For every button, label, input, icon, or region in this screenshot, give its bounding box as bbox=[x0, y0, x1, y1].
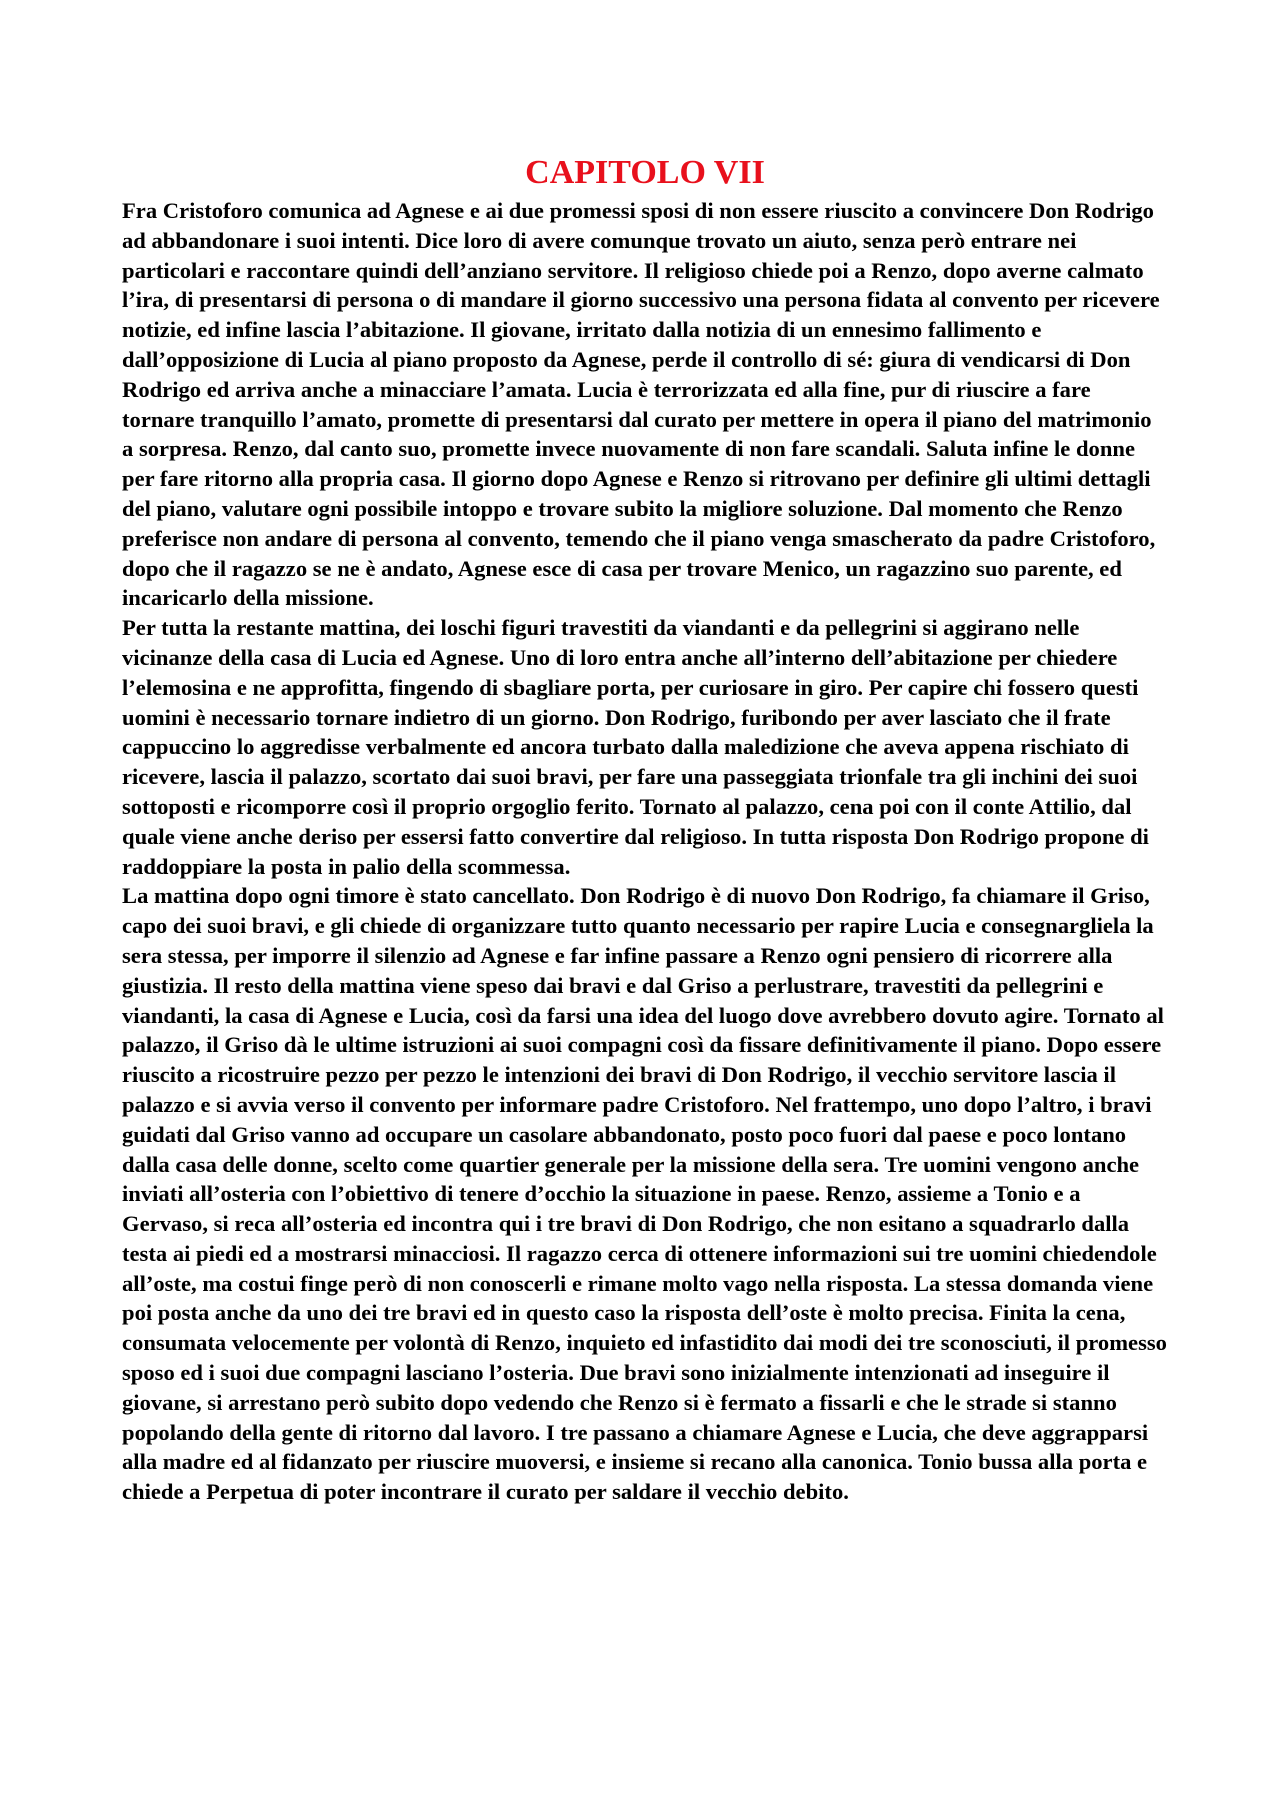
paragraph-3: La mattina dopo ogni timore è stato cancellato. Don Rodrigo è di nuovo Don Rodrigo, fa chiamare il Griso, capo dei suoi bravi, e gli chiede di organizzare tutto quanto necessario per rapire Lucia e consegnargliela la sera stessa, per imporre il silenzio ad Agnese e far infine passare a Renzo ogni pensiero di ricorrere alla giustizia. Il resto della mattina viene speso dai bravi e dal Griso a perlustrare, travestiti da pellegrini e viandanti, la casa di Agnese e Lucia, così da farsi una idea del luogo dove avrebbero dovuto agire. Tornato al palazzo, il Griso dà le ultime istruzioni ai suoi compagni così da fissare definitivamente il piano. Dopo essere riuscito a ricostruire pezzo per pezzo le intenzioni dei bravi di Don Rodrigo, il vecchio servitore lascia il palazzo e si avvia verso il convento per informare padre Cristoforo. Nel frattempo, uno dopo l’altro, i bravi guidati dal Griso vanno ad occupare un casolare abbandonato, posto poco fuori dal paese e poco lontano dalla casa delle donne, scelto come quartier generale per la missione della sera. Tre uomini vengono anche inviati all’osteria con l’obiettivo di tenere d’occhio la situazione in paese. Renzo, assieme a Tonio e a Gervaso, si reca all’osteria ed incontra qui i tre bravi di Don Rodrigo, che non esitano a squadrarlo dalla testa ai piedi ed a mostrarsi minacciosi. Il ragazzo cerca di ottenere informazioni sui tre uomini chiedendole all’oste, ma costui finge però di non conoscerli e rimane molto vago nella risposta. La stessa domanda viene poi posta anche da uno dei tre bravi ed in questo caso la risposta dell’oste è molto precisa. Finita la cena, consumata velocemente per volontà di Renzo, inquieto ed infastidito dai modi dei tre sconosciuti, il promesso sposo ed i suoi due compagni lasciano l’osteria. Due bravi sono inizialmente intenzionati ad inseguire il giovane, si arrestano però subito dopo vedendo che Renzo si è fermato a fissarli e che le strade si stanno popolando della gente di ritorno dal lavoro. I tre passano a chiamare Agnese e Lucia, che deve aggrapparsi alla madre ed al fidanzato per riuscire muoversi, e insieme si recano alla canonica. Tonio bussa alla porta e chiede a Perpetua di poter incontrare il curato per saldare il vecchio debito. bbox=[122, 883, 1167, 1505]
paragraph-1: Fra Cristoforo comunica ad Agnese e ai due promessi sposi di non essere riuscito a convincere Don Rodrigo ad abbandonare i suoi intenti. Dice loro di avere comunque trovato un aiuto, senza però entrare nei particolari e raccontare quindi dell’anziano servitore. Il religioso chiede poi a Renzo, dopo averne calmato l’ira, di presentarsi di persona o di mandare il giorno successivo una persona fidata al convento per ricevere notizie, ed infine lascia l’abitazione. Il giovane, irritato dalla notizia di un ennesimo fallimento e dall’opposizione di Lucia al piano proposto da Agnese, perde il controllo di sé: giura di vendicarsi di Don Rodrigo ed arriva anche a minacciare l’amata. Lucia è terrorizzata ed alla fine, pur di riuscire a fare tornare tranquillo l’amato, promette di presentarsi dal curato per mettere in opera il piano del matrimonio a sorpresa. Renzo, dal canto suo, promette invece nuovamente di non fare scandali. Saluta infine le donne per fare ritorno alla propria casa. Il giorno dopo Agnese e Renzo si ritrovano per definire gli ultimi dettagli del piano, valutare ogni possibile intoppo e trovare subito la migliore soluzione. Dal momento che Renzo preferisce non andare di persona al convento, temendo che il piano venga smascherato da padre Cristoforo, dopo che il ragazzo se ne è andato, Agnese esce di casa per trovare Menico, un ragazzino suo parente, ed incaricarlo della missione. bbox=[122, 198, 1160, 611]
chapter-body bbox=[122, 196, 1168, 1507]
chapter-title: CAPITOLO VII bbox=[525, 154, 765, 191]
document-page bbox=[122, 150, 1168, 1507]
paragraph-2: Per tutta la restante mattina, dei loschi figuri travestiti da viandanti e da pellegrini si aggirano nelle vicinanze della casa di Lucia ed Agnese. Uno di loro entra anche all’interno dell’abitazione per chiedere l’elemosina e ne approfitta, fingendo di sbagliare porta, per curiosare in giro. Per capire chi fossero questi uomini è necessario tornare indietro di un giorno. Don Rodrigo, furibondo per aver lasciato che il frate cappuccino lo aggredisse verbalmente ed ancora turbato dalla maledizione che aveva appena rischiato di ricevere, lascia il palazzo, scortato dai suoi bravi, per fare una passeggiata trionfale tra gli inchini dei suoi sottoposti e ricomporre così il proprio orgoglio ferito. Tornato al palazzo, cena poi con il conte Attilio, dal quale viene anche deriso per essersi fatto convertire dal religioso. In tutta risposta Don Rodrigo propone di raddoppiare la posta in palio della scommessa. bbox=[122, 615, 1149, 879]
